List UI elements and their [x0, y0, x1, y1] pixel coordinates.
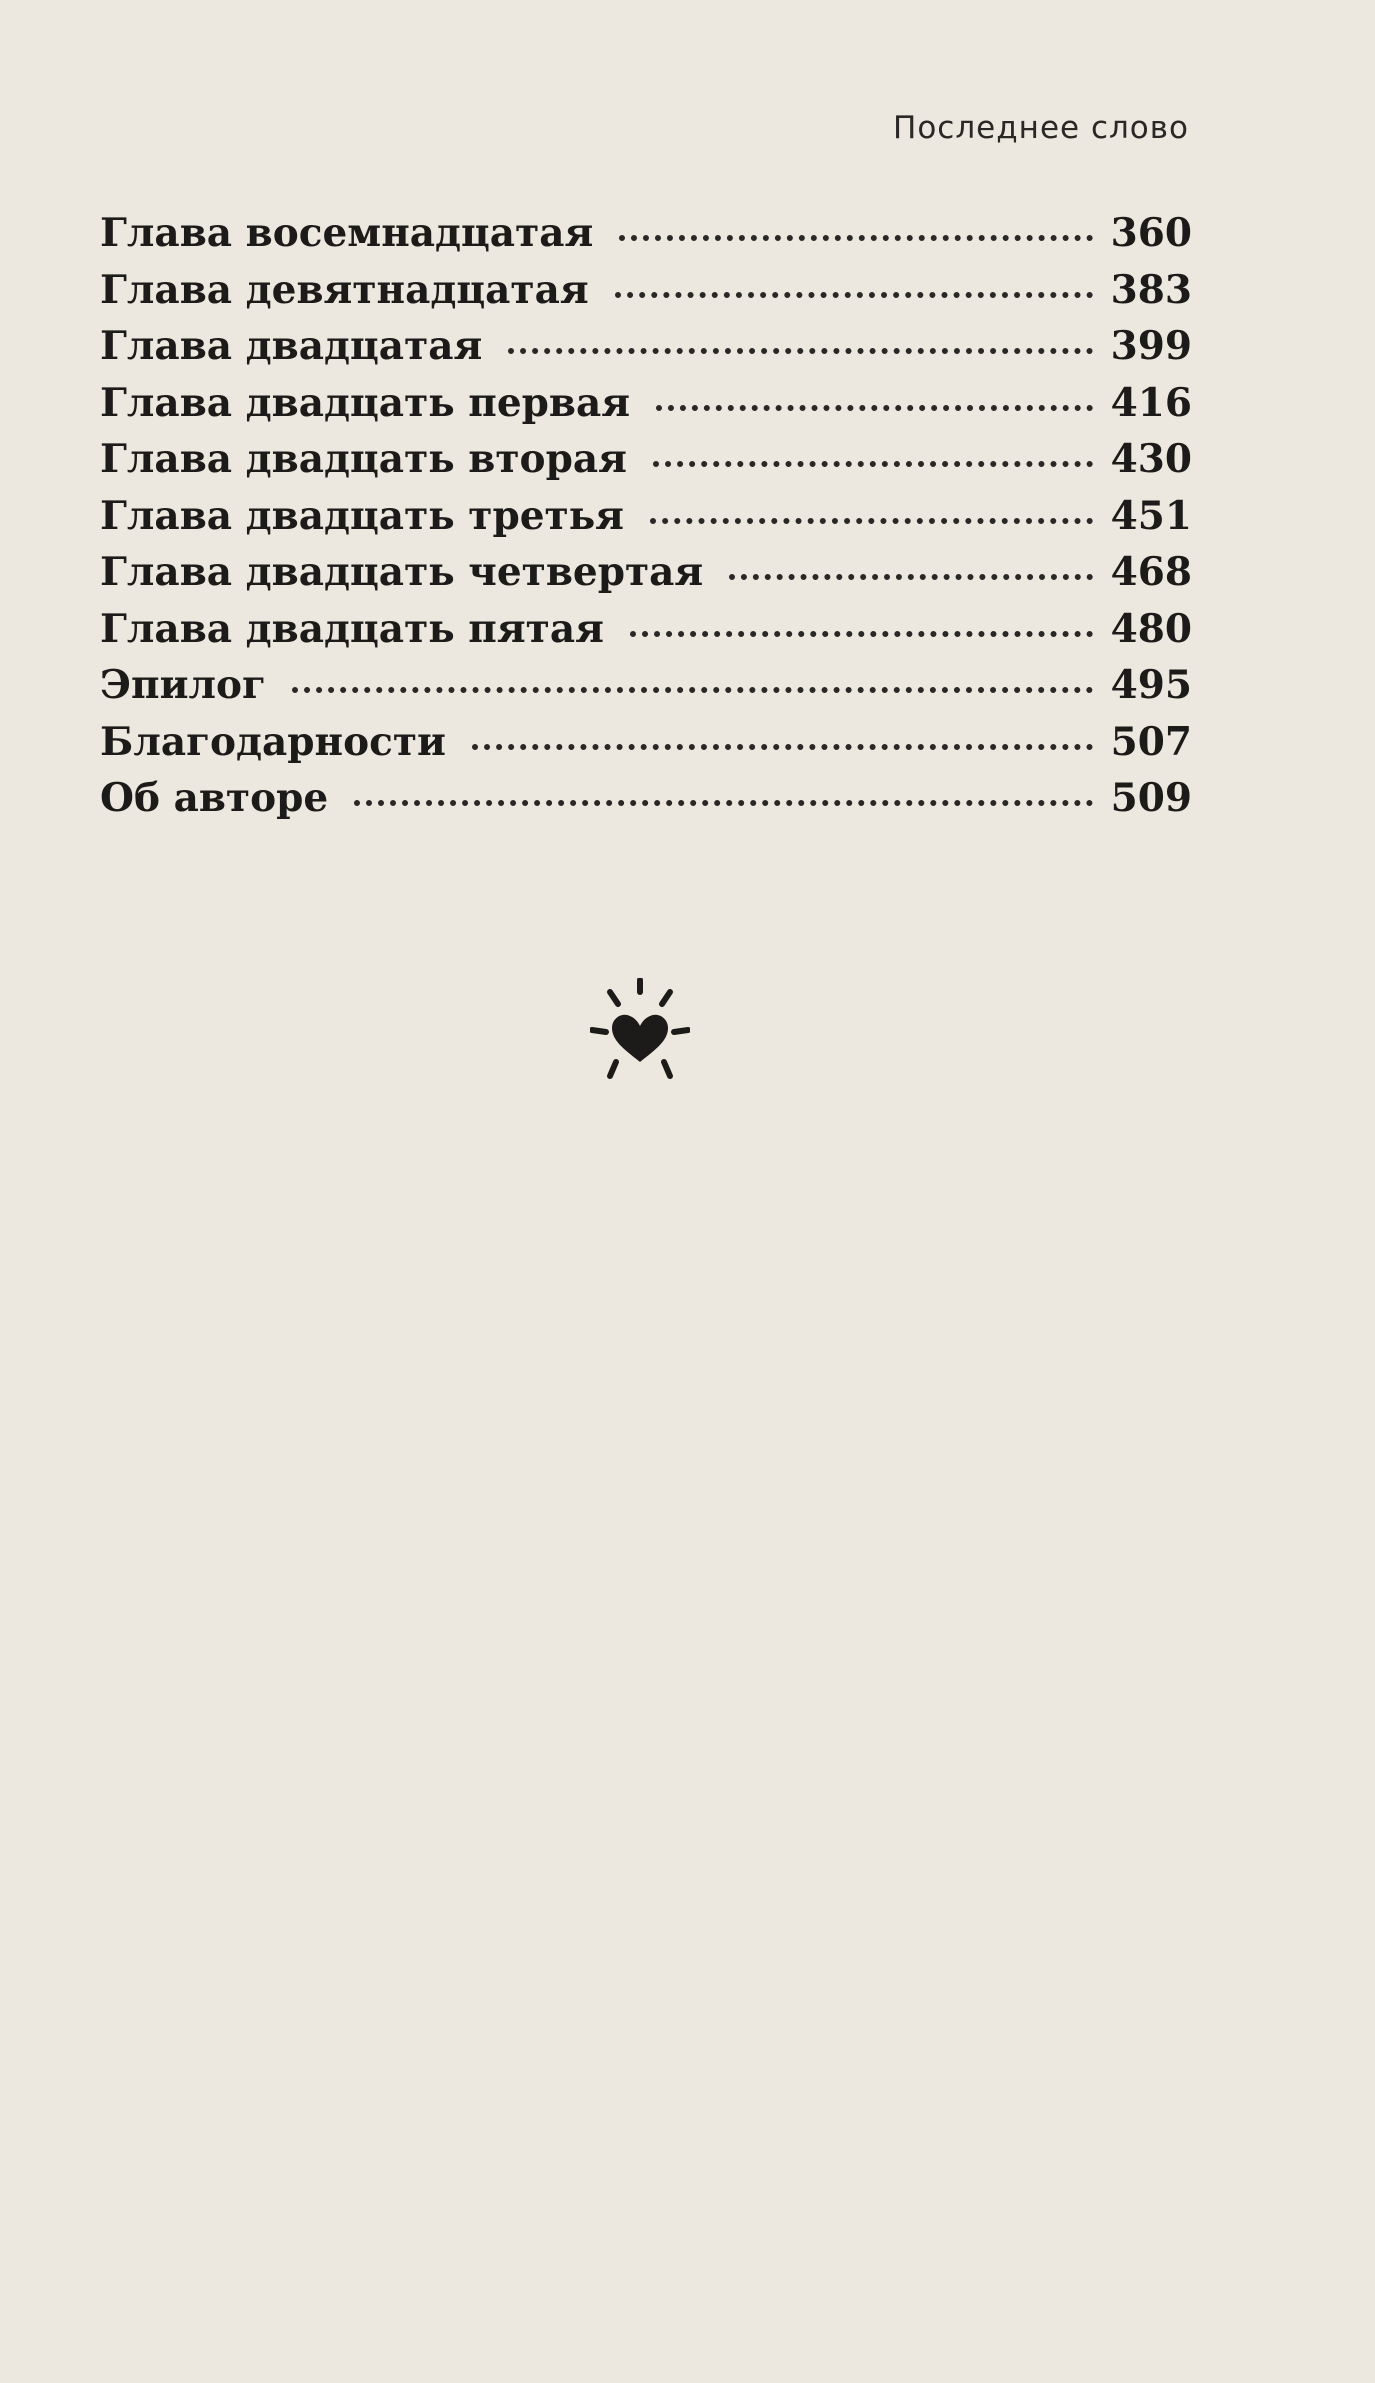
toc-entry-title: Глава двадцать первая: [100, 379, 631, 426]
toc-entry: [100, 549, 1192, 606]
table-of-contents: [100, 210, 1192, 832]
toc-entry-page: 383: [1110, 266, 1192, 313]
toc-entry: [100, 662, 1192, 719]
toc-leader-dots: [472, 744, 1093, 750]
toc-entry: [100, 606, 1192, 663]
toc-entry: [100, 267, 1192, 324]
toc-entry-title: Глава двадцать четвертая: [100, 549, 704, 595]
toc-entry-page: 451: [1110, 492, 1192, 539]
toc-entry-title: Глава двадцать третья: [100, 492, 624, 539]
toc-entry-title: Благодарности: [100, 718, 446, 765]
toc-entry: [100, 323, 1192, 380]
toc-entry-title: Глава восемнадцатая: [100, 210, 594, 256]
toc-entry-page: 507: [1110, 718, 1192, 765]
toc-entry: [100, 380, 1192, 437]
toc-entry-title: Глава двадцать пятая: [100, 605, 604, 652]
toc-entry-title: Глава двадцатая: [100, 323, 483, 369]
toc-entry: [100, 436, 1192, 493]
toc-leader-dots: [292, 687, 1093, 693]
toc-entry-page: 360: [1110, 210, 1192, 256]
toc-entry-title: Глава двадцать вторая: [100, 436, 627, 482]
toc-leader-dots: [615, 292, 1093, 298]
toc-entry-title: Глава девятнадцатая: [100, 266, 589, 313]
toc-leader-dots: [653, 461, 1093, 467]
toc-leader-dots: [630, 631, 1093, 637]
toc-entry-page: 416: [1110, 379, 1192, 426]
toc-entry-page: 509: [1110, 775, 1192, 821]
toc-leader-dots: [619, 235, 1092, 241]
toc-entry-page: 399: [1110, 323, 1192, 369]
toc-entry: [100, 493, 1192, 550]
toc-leader-dots: [729, 574, 1092, 580]
toc-entry-title: Об авторе: [100, 775, 329, 821]
toc-leader-dots: [508, 348, 1092, 354]
toc-leader-dots: [650, 518, 1093, 524]
heart-ornament: [590, 978, 690, 1088]
toc-entry-page: 480: [1110, 605, 1192, 652]
toc-entry: [100, 719, 1192, 776]
toc-entry-page: 430: [1110, 436, 1192, 482]
toc-leader-dots: [354, 800, 1092, 806]
toc-entry-title: Эпилог: [100, 662, 266, 708]
toc-entry-page: 468: [1110, 549, 1192, 595]
toc-entry: [100, 210, 1192, 267]
toc-entry-page: 495: [1110, 662, 1192, 708]
toc-leader-dots: [656, 405, 1092, 411]
toc-entry: [100, 775, 1192, 832]
running-header: Последнее слово: [893, 110, 1189, 146]
heart-icon: [590, 978, 690, 1088]
